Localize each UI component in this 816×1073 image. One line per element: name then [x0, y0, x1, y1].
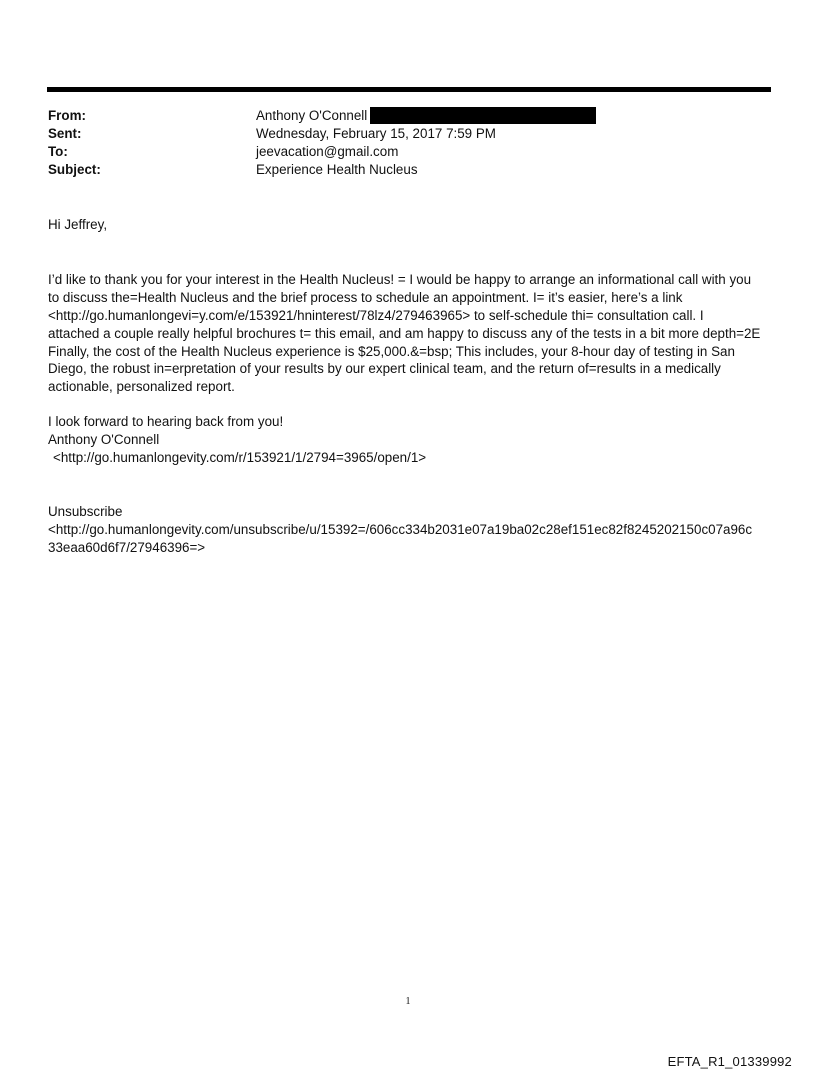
document-id: EFTA_R1_01339992: [667, 1054, 792, 1069]
from-row: [48, 107, 768, 125]
subject-value: Experience Health Nucleus: [256, 162, 418, 177]
subject-label: Subject:: [48, 162, 101, 177]
sent-label: Sent:: [48, 126, 82, 141]
paragraph-line: <http://go.humanlongevi=y.com/e/153921/hninterest/78lz4/279463965> to self-schedule thi= consultation call. I: [48, 307, 704, 323]
from-label: From:: [48, 108, 86, 123]
from-value: [256, 107, 596, 125]
closing-line: I look forward to hearing back from you!: [48, 414, 284, 430]
sent-row: [48, 125, 768, 143]
header-top-rule: [47, 87, 771, 92]
paragraph-line: Diego, the robust in=erpretation of your results by our expert clinical team, and the return of=results in a medically: [48, 361, 721, 377]
unsubscribe-link-line2[interactable]: 33eaa60d6f7/27946396=>: [48, 539, 206, 555]
greeting: Hi Jeffrey,: [48, 217, 108, 232]
email-header: [48, 107, 768, 179]
paragraph-line: I’d like to thank you for your interest in the Health Nucleus! = I would be happy to arrange an informational call with you: [48, 271, 752, 287]
from-name: Anthony O'Connell: [256, 108, 368, 123]
paragraph-line: actionable, personalized report.: [48, 379, 235, 395]
page-number: 1: [405, 996, 411, 1007]
subject-row: [48, 161, 768, 179]
unsubscribe-link-line1[interactable]: <http://go.humanlongevity.com/unsubscribe/u/15392=/606cc334b2031e07a19ba02c28ef151ec82f8245202150c07a96c: [48, 521, 753, 537]
to-row: [48, 143, 768, 161]
paragraph-line: attached a couple really helpful brochures t= this email, and am happy to discuss any of the tests in a bit more depth=2E: [48, 325, 761, 341]
signature-name: Anthony O'Connell: [48, 432, 160, 448]
paragraph-line: to discuss the=Health Nucleus and the brief process to schedule an appointment. I= it’s easier, here’s a link: [48, 289, 683, 305]
paragraph-line: Finally, the cost of the Health Nucleus experience is $25,000.&=bsp; This includes, your 8-hour day of testing in San: [48, 343, 735, 359]
unsubscribe-label[interactable]: Unsubscribe: [48, 503, 123, 519]
to-value: jeevacation@gmail.com: [256, 144, 399, 159]
email-body: [48, 216, 773, 557]
redaction-block: [370, 107, 596, 124]
sent-value: Wednesday, February 15, 2017 7:59 PM: [256, 126, 496, 141]
signature-link[interactable]: <http://go.humanlongevity.com/r/153921/1/2794=3965/open/1>: [53, 450, 427, 466]
main-paragraph: [48, 271, 773, 396]
to-label: To:: [48, 144, 68, 159]
